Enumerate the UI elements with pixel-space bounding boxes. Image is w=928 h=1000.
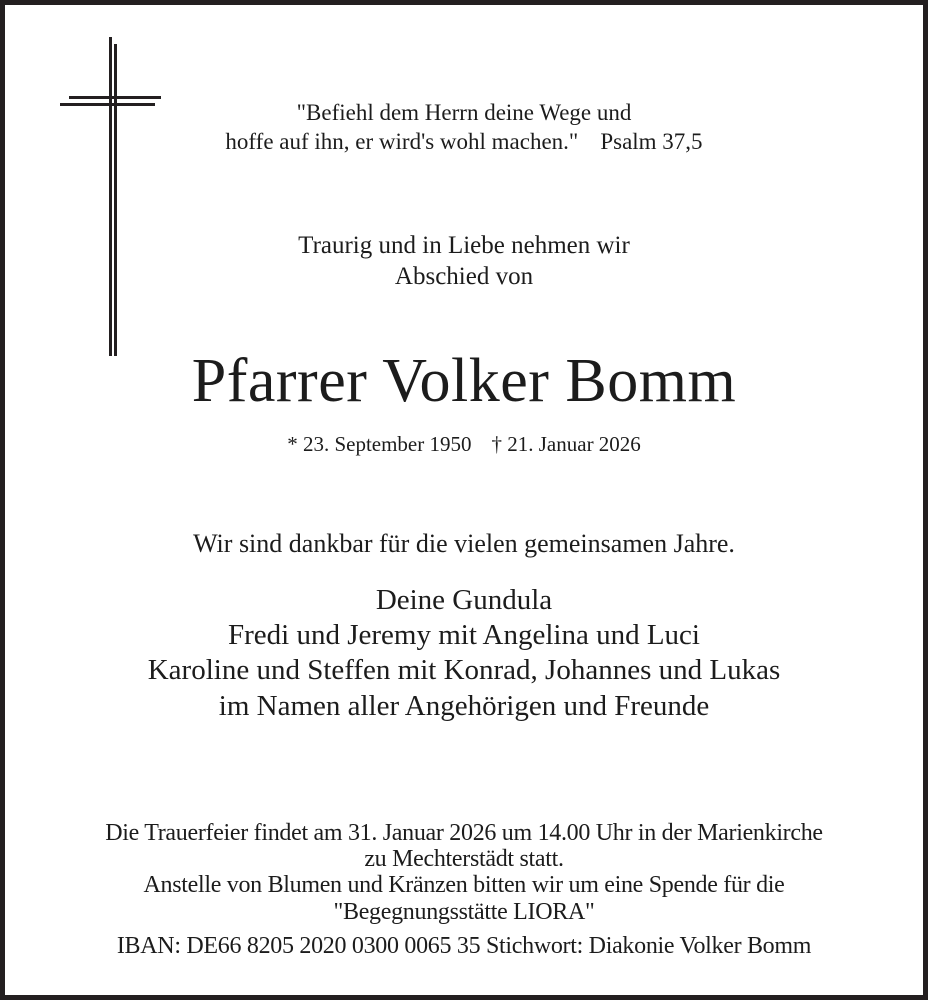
quote-text: hoffe auf ihn, er wird's wohl machen."	[225, 129, 579, 154]
info-line: Anstelle von Blumen und Kränzen bitten wir um eine Spende für die	[143, 872, 785, 898]
life-dates	[0, 432, 928, 457]
bank-details: IBAN: DE66 8205 2020 0300 0065 35 Stichwort: Diakonie Volker Bomm	[116, 933, 812, 959]
thanks-text: Wir sind dankbar für die vielen gemeinsamen Jahre.	[193, 529, 735, 558]
quote-source: Psalm 37,5	[600, 129, 703, 154]
mourner-line: Deine Gundula	[375, 584, 553, 616]
birth-date: * 23. September 1950	[287, 432, 472, 456]
quote-line-2	[0, 129, 928, 155]
intro-line-2: Abschied von	[394, 263, 534, 290]
deceased-name: Pfarrer Volker Bomm	[191, 347, 737, 415]
quote-line-1: "Befiehl dem Herrn deine Wege und	[296, 100, 632, 125]
death-date: † 21. Januar 2026	[491, 432, 641, 456]
mourner-line: im Namen aller Angehörigen und Freunde	[218, 690, 710, 722]
info-line: "Begegnungsstätte LIORA"	[333, 899, 595, 925]
info-line: zu Mechterstädt statt.	[364, 846, 564, 872]
mourner-line: Karoline und Steffen mit Konrad, Johannes und Lukas	[147, 654, 781, 686]
intro-line-1: Traurig und in Liebe nehmen wir	[298, 232, 630, 259]
mourner-line: Fredi und Jeremy mit Angelina und Luci	[228, 619, 700, 651]
info-line: Die Trauerfeier findet am 31. Januar 2026 um 14.00 Uhr in der Marienkirche	[105, 820, 823, 846]
